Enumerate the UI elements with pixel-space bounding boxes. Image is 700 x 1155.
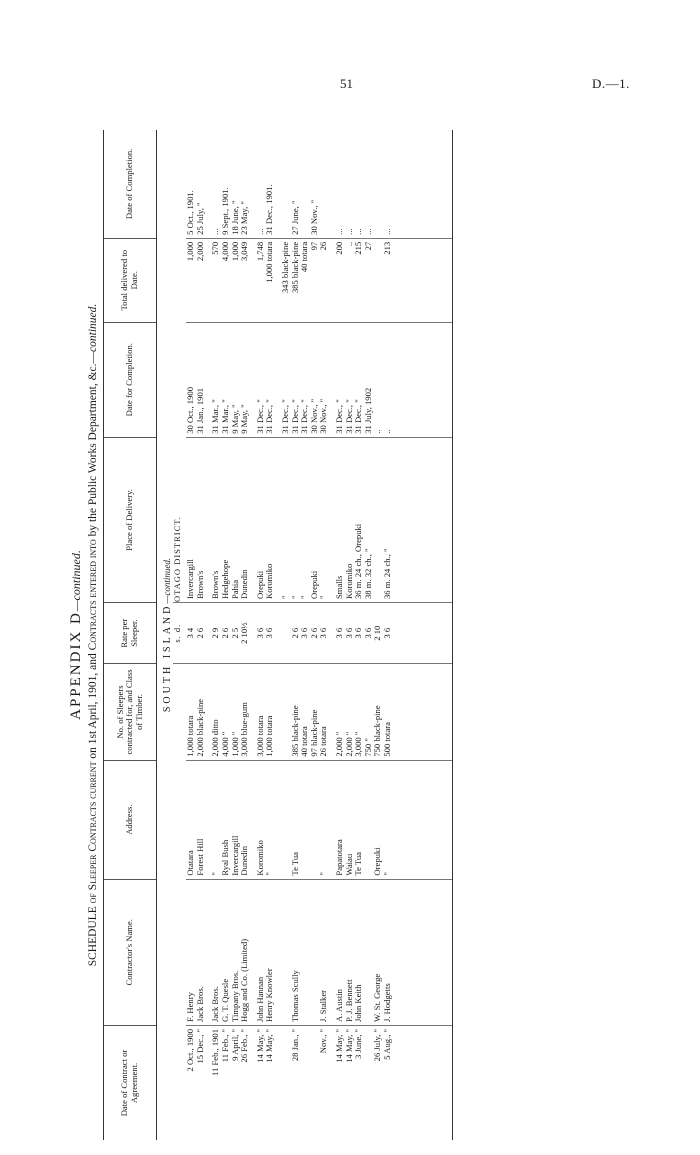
cell-place: " [291,437,301,602]
cell-name: P. J. Bennett [345,879,355,1025]
cell-rate: 2 6 [221,603,231,664]
col-header-address: Address. [104,760,157,879]
cell-date: 26 Feb., " [239,1028,250,1063]
cell-comp: 9 Sept., 1901. [221,130,231,238]
section-title-suffix: —continued. [162,557,172,604]
cell-rate: 3 6 [364,603,374,664]
table-row [196,130,206,1140]
cell-place: Orepuki [310,437,320,602]
schedule-title-part5: continued. [87,303,99,352]
cell-num: 750 " [364,664,374,760]
cell-addr: Te Tua [291,760,301,879]
cell-name [300,879,310,1025]
cell-total: 40 totara [300,238,310,322]
cell-place: Brown's [196,437,206,602]
cell-dfc: .. [373,322,383,437]
cell-addr: " [265,760,275,879]
cell-addr: " [211,760,221,879]
cell-comp: 31 Dec., 1901. [265,130,275,238]
cell-comp: 23 May, " [240,130,250,238]
cell-place: " [319,437,329,602]
cell-num: 3,000 blue-gum [240,664,250,760]
page-number: 51 [340,76,353,91]
col-header-name: Contractor's Name. [104,879,157,1025]
cell-num: 4,000 " [221,664,231,760]
cell-name: Jack Bros. [211,879,221,1025]
cell-comp: ... [335,130,345,238]
table-body [157,130,453,1140]
cell-rate: 2 10 [373,603,383,664]
cell-date [300,1025,310,1140]
appendix-suffix: —continued. [69,550,83,612]
col-header-number: No. of Sleepers contracted for, and Class of Timber. [104,664,157,760]
cell-addr: Otatara [186,760,196,879]
cell-name: J. Hodgetts [383,879,453,1025]
cell-rate: 2 5 [231,603,241,664]
cell-place: Brown's [211,437,221,602]
cell-total: 1,000 [186,238,196,322]
cell-total: 3,049 [240,238,250,322]
schedule-title-part1: SCHEDULE of Sleeper Contracts current [87,761,99,967]
cell-name: W. St. George [373,879,383,1025]
cell-comp: 27 June, " [291,130,301,238]
cell-place: Koromiko [265,437,275,602]
cell-total: 213 [383,238,453,322]
cell-place: Hedgehope [221,437,231,602]
cell-total: .. [345,238,355,322]
cell-dfc: 31 Dec., " [345,322,355,437]
cell-total: 570 [211,238,221,322]
cell-rate: 3 6 [383,603,453,664]
cell-num: 750 black-pine [373,664,383,760]
cell-addr: Waiau [345,760,355,879]
cell-total: 97 [310,238,320,322]
cell-rate: 3 6 [256,603,266,664]
cell-name: Jack Bros. [196,879,206,1025]
cell-total: 385 black-pine [291,238,301,322]
cell-date: Nov., " [318,1028,329,1054]
cell-date: 14 May, " [333,1028,344,1063]
table-row [319,130,329,1140]
cell-num: 3,000 totara [256,664,266,760]
cell-name: Hogg and Co. (Limited) [240,879,250,1025]
appendix-heading [68,130,85,1140]
cell-place: Dunedin [240,437,250,602]
units-label: s. d. [173,603,187,664]
cell-comp: ... [345,130,355,238]
cell-name: Timpany Bros. [231,879,241,1025]
cell-rate: 3 6 [335,603,345,664]
cell-dfc: 30 Nov., " [319,322,329,437]
cell-comp [319,130,329,238]
cell-comp: ... [383,130,453,238]
cell-place: Smalls [335,437,345,602]
schedule-title-part3: Contracts entered into [87,539,99,651]
table-row [383,130,453,1140]
cell-num: 1,000 totara [186,664,196,760]
cell-num: 385 black-pine [291,664,301,760]
cell-num: 97 black-pine [310,664,320,760]
cell-date: 15 Dec., " [194,1028,205,1064]
cell-rate: 3 4 [186,603,196,664]
cell-date: 11 Feb., " [219,1028,230,1063]
cell-dfc: 9 May, " [231,322,241,437]
cell-num: 1,000 totara [265,664,275,760]
cell-dfc: 31 July, 1902 [364,322,374,437]
cell-comp: 5 Oct., 1901. [186,130,196,238]
cell-total: 2,000 [196,238,206,322]
table-header-row [104,130,157,1140]
cell-place: Pahia [231,437,241,602]
cell-addr: " [383,760,453,879]
cell-name: John Keith [354,879,364,1025]
cell-date: 26 July, " [372,1028,383,1062]
cell-name: Henry Knowler [265,879,275,1025]
cell-total: 343 black-pine [281,238,291,322]
cell-dfc: 31 Dec., " [256,322,266,437]
schedule-title-part2: on 1st April, 1901, and [87,650,99,762]
cell-rate: 2 6 [291,603,301,664]
cell-place: 36 m. 24 ch., Orepuki [354,437,364,602]
col-header-place: Place of Delivery. [104,437,157,602]
cell-date: 5 Aug., " [383,1025,453,1140]
cell-rate: 3 6 [265,603,275,664]
cell-rate: 2 6 [310,603,320,664]
appendix-title: APPENDIX D [68,611,84,720]
cell-dfc: 31 Dec., " [354,322,364,437]
cell-date: 28 Jan., " [289,1028,300,1062]
col-header-total: Total delivered to Date. [104,238,157,322]
cell-rate: 3 6 [319,603,329,664]
cell-date: 11 Feb., 1901 [210,1028,221,1076]
cell-place: 38 m. 32 ch., " [364,437,374,602]
cell-addr: " [319,760,329,879]
cell-addr: Orepuki [373,760,383,879]
cell-dfc: 31 Dec., " [335,322,345,437]
cell-date: 2 Oct., 1900 [185,1028,196,1072]
cell-name: A. Austin [335,879,345,1025]
cell-comp: 30 Nov., " [310,130,320,238]
cell-place: Orepuki [256,437,266,602]
cell-num: 500 totara [383,664,453,760]
cell-dfc: 31 Jan., 1901 [196,322,206,437]
cell-addr [300,760,310,879]
cell-addr: Invercargill [231,760,241,879]
cell-dfc: 31 Dec., " [281,322,291,437]
cell-total: 200 [335,238,345,322]
cell-total: 215 [354,238,364,322]
cell-place: Invercargill [186,437,196,602]
cell-addr: Ryal Bush [221,760,231,879]
cell-comp: 25 July, " [196,130,206,238]
cell-comp: ... [364,130,374,238]
cell-name: F. Henry [186,879,196,1025]
table-row [265,130,275,1140]
cell-rate: 2 6 [196,603,206,664]
cell-comp: ... [211,130,221,238]
col-header-date-for-completion: Date for Completion. [104,322,157,437]
table-row [240,130,250,1140]
cell-comp: ... [256,130,266,238]
cell-rate: 3 6 [354,603,364,664]
cell-num: 2,000 black-pine [196,664,206,760]
col-header-rate: Rate per Sleeper. [104,603,157,664]
cell-name: G. T. Quesle [221,879,231,1025]
schedule-title [87,130,99,1140]
cell-total: 4,000 [221,238,231,322]
cell-name: John Hannan [256,879,266,1025]
cell-num: 2,000 ditto [211,664,221,760]
cell-comp: 18 June, " [231,130,241,238]
cell-rate: 3 6 [345,603,355,664]
cell-date: 14 May, " [264,1028,275,1063]
cell-dfc: .. [383,322,453,437]
cell-dfc: 31 Dec., " [300,322,310,437]
rotated-schedule [62,130,492,1140]
cell-place: 36 m. 24 ch., " [383,437,453,602]
cell-place: Koromiko [345,437,355,602]
cell-total: 26 [319,238,329,322]
cell-total: 1,000 totara [265,238,275,322]
cell-num: 2,000 " [335,664,345,760]
cell-addr: Koromiko [256,760,266,879]
document-reference: D.—1. [592,76,630,91]
cell-comp [373,130,383,238]
cell-num: 26 totara [319,664,329,760]
cell-dfc: 30 Nov., " [310,322,320,437]
section-row [157,130,173,1140]
cell-addr [310,760,320,879]
district-title: OTAGO DISTRICT. [173,130,187,603]
cell-dfc: 31 Mar., " [221,322,231,437]
col-header-date: Date of Contract or Agreement. [104,1025,157,1140]
cell-num: 40 totara [300,664,310,760]
cell-place: " [281,437,291,602]
cell-addr: Dunedin [240,760,250,879]
cell-total: 1,000 [231,238,241,322]
cell-num: 3,000 " [354,664,364,760]
section-title-text: SOUTH ISLAND [162,603,173,713]
cell-num: 2,000 " [345,664,355,760]
cell-name: J. Stalker [319,879,329,1025]
cell-num: 1,000 " [231,664,241,760]
cell-date: 3 June, " [353,1028,364,1059]
cell-date: 9 April, " [229,1028,240,1061]
col-header-completion: Date of Completion. [104,130,157,238]
cell-total: 27 [364,238,374,322]
cell-dfc: 30 Oct., 1900 [186,322,196,437]
cell-addr: Te Tua [354,760,364,879]
cell-date: 14 May, " [343,1028,354,1063]
cell-comp: ... [354,130,364,238]
cell-dfc: 31 Dec., " [291,322,301,437]
schedule-title-part4: by the Public Works Department, &c.— [87,351,99,540]
sleeper-contracts-table [103,130,453,1140]
cell-total: 1,748 [256,238,266,322]
cell-addr: Papatotara [335,760,345,879]
cell-name: Thomas Scully [291,879,301,1025]
cell-rate: 2 9 [211,603,221,664]
section-title [157,130,173,1140]
cell-dfc: 31 Dec., " [265,322,275,437]
district-row [173,130,187,1140]
cell-rate: 3 6 [300,603,310,664]
cell-dfc: 9 May, " [240,322,250,437]
cell-addr: Forest Hill [196,760,206,879]
cell-place: " [300,437,310,602]
cell-date: 14 May, " [254,1028,265,1063]
cell-dfc: 31 Mar., " [211,322,221,437]
district-spacer [173,664,187,1140]
cell-rate: 2 10½ [240,603,250,664]
